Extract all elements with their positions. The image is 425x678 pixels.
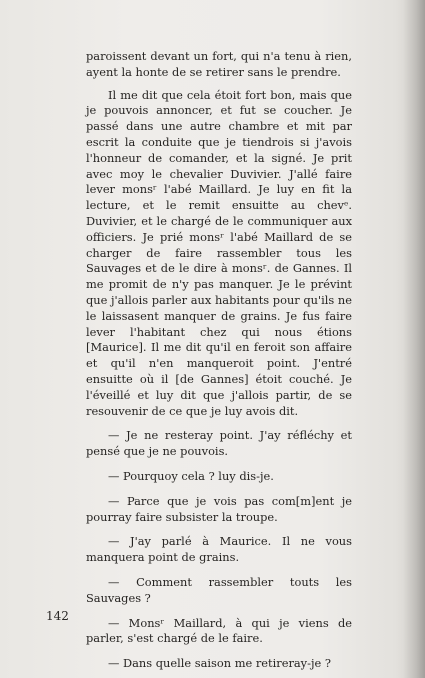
dialogue-line: — Comment rassembler touts les Sauvages ?	[86, 574, 352, 605]
dialogue-line: — Je ne resteray point. J'ay réfléchy et pensé que je ne pouvois.	[86, 428, 352, 459]
page-text	[86, 49, 352, 678]
dialogue-line: — Monsʳ Maillard, à qui je viens de parler, s'est chargé de le faire.	[86, 615, 352, 646]
dialogue-line: — J'ay parlé à Maurice. Il ne vous manquera point de grains.	[86, 534, 352, 565]
dialogue-line: — Pourquoy cela ? luy dis-je.	[108, 468, 274, 483]
dialogue-line: — Parce que je vois pas com[m]ent je pourray faire subsister la troupe.	[86, 493, 352, 524]
dialogue-line: — Dans quelle saison me retireray-je ?	[108, 656, 331, 671]
paragraph-main: Il me dit que cela étoit fort bon, mais que je pouvois annoncer, et fut se coucher. Je passé dans une autre chambre et mit par escrit la conduite que je tiendrois si j'avois l'honneur de comander, et la signé. Je prit avec moy le chevalier Duvivier. J'allé faire lever monsʳ l'abé Maillard. Je luy en fit la lecture, et le remit ensuitte au chevᵉ. Duvivier, et le chargé de le communiquer aux officiers. Je prié monsʳ l'abé Maillard de se charger de faire rassembler tous les Sauvages et de le dire à monsʳ. de Gannes. Il me promit de n'y pas manquer. Je le prévint que j'allois parler aux habitants pour qu'ils ne le laissasent manquer de grains. Je fus faire lever l'habitant chez qui nous étions [Maurice]. Il me dit qu'il en feroit son affaire et qu'il n'en manqueroit point. J'entré ensuitte où il [de Gannes] étoit couché. Je l'éveillé et luy dit que j'allois partir, de se resouvenir de ce que je luy avois dit.	[86, 87, 352, 418]
page-edge-shadow	[403, 0, 425, 678]
dialogue-block	[86, 428, 352, 672]
page-number: 142	[46, 609, 69, 623]
paragraph-continuation: paroissent devant un fort, qui n'a tenu à rien, ayent la honte de se retirer sans le prendre.	[86, 49, 352, 79]
